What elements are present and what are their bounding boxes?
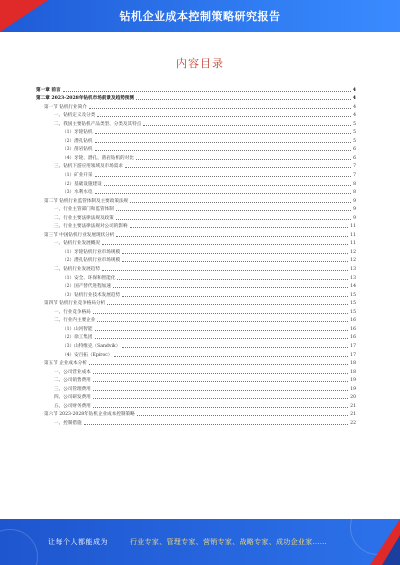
toc-entry-label: 一、钻机行业发展概况: [54, 241, 100, 247]
toc-entry-page: 6: [353, 147, 356, 153]
toc-entry-page: 19: [350, 378, 356, 384]
toc-leader-dots: [116, 219, 351, 220]
toc-leader-dots: [125, 167, 351, 168]
toc-entry-label: 第四节 钻机行业竞争格局分析: [44, 301, 106, 307]
toc-entry-label: 二、钻机行业发展趋势: [54, 267, 100, 273]
toc-leader-dots: [89, 364, 348, 365]
toc-entry-page: 21: [350, 412, 356, 418]
toc-leader-dots: [113, 287, 348, 288]
toc-entry[interactable]: [36, 187, 356, 196]
toc-entry-page: 11: [350, 224, 356, 230]
toc-leader-dots: [63, 91, 351, 92]
toc-entry-label: （3）水利水电: [62, 190, 93, 196]
toc-entry-page: 18: [350, 369, 356, 375]
toc-entry-label: 四、公司研发费用: [54, 395, 91, 401]
toc-entry[interactable]: [36, 135, 356, 144]
toc-leader-dots: [116, 210, 351, 211]
toc-leader-dots: [95, 193, 352, 194]
toc-entry-page: 20: [350, 395, 356, 401]
toc-entry-label: （1）牙轮钻机行业市场规模: [62, 249, 121, 255]
toc-entry-label: （2）基础设施建设: [62, 181, 102, 187]
toc-leader-dots: [136, 99, 351, 100]
toc-entry-label: 一、公司营业成本: [54, 369, 91, 375]
toc-leader-dots: [122, 253, 348, 254]
toc-leader-dots: [114, 356, 348, 357]
toc-entry-label: 三、钻机下游应用领域及市场需求: [54, 164, 123, 170]
toc-leader-dots: [102, 244, 348, 245]
toc-leader-dots: [130, 202, 351, 203]
toc-entry-label: 一、行业主管部门和监管体制: [54, 207, 114, 213]
toc-entry[interactable]: [36, 298, 356, 307]
toc-entry-page: 14: [350, 284, 356, 290]
toc-entry-page: 7: [353, 173, 356, 179]
toc-leader-dots: [97, 321, 348, 322]
toc-leader-dots: [116, 236, 348, 237]
toc-entry[interactable]: [36, 110, 356, 119]
toc-entry[interactable]: [36, 349, 356, 358]
toc-entry-page: 15: [350, 309, 356, 315]
toc-entry-page: 8: [353, 181, 356, 187]
toc-leader-dots: [95, 338, 349, 339]
toc-entry-page: 16: [350, 326, 356, 332]
toc-entry[interactable]: [36, 178, 356, 187]
toc-entry[interactable]: [36, 204, 356, 213]
toc-entry[interactable]: [36, 93, 356, 102]
toc-leader-dots: [95, 176, 352, 177]
toc-entry-page: 13: [350, 275, 356, 281]
toc-entry-label: （4）安百拓（Epiroc）: [62, 352, 113, 358]
toc-entry-page: 12: [350, 258, 356, 264]
toc-entry[interactable]: [36, 169, 356, 178]
toc-entry-label: 第二节 钻机行业监管体制及主要政策法规: [44, 198, 129, 204]
toc-entry-label: 三、公司管理费用: [54, 386, 91, 392]
toc-entry-label: （2）潜孔钻机: [62, 138, 93, 144]
toc-entry-label: 第三节 中国钻机行业发展现状分析: [44, 232, 115, 238]
toc-leader-dots: [95, 142, 352, 143]
toc-leader-dots: [89, 108, 351, 109]
toc-entry-label: 第六节 2023-2028年钻机企业成本控制策略: [44, 412, 135, 418]
toc-entry[interactable]: [36, 417, 356, 426]
toc-entry[interactable]: [36, 409, 356, 418]
toc-entry-label: （2）徐工集团: [62, 335, 93, 341]
toc-entry-page: 18: [350, 361, 356, 367]
toc-entry-page: 15: [350, 292, 356, 298]
toc-leader-dots: [102, 270, 348, 271]
document-title: 钻机企业成本控制策略研究报告: [119, 10, 281, 23]
toc-entry[interactable]: [36, 306, 356, 315]
toc-entry-page: 8: [353, 190, 356, 196]
toc-entry-label: 二、我国主要钻机产品类型、分类及其特点: [54, 121, 142, 127]
toc-entry-page: 9: [353, 207, 356, 213]
toc-entry[interactable]: [36, 221, 356, 230]
toc-entry-page: 15: [350, 301, 356, 307]
toc-entry-label: 二、行业内主要企业: [54, 318, 96, 324]
toc-entry[interactable]: [36, 400, 356, 409]
toc-entry-page: 5: [353, 138, 356, 144]
toc-entry-label: （1）牙轮钻机: [62, 130, 93, 136]
toc-entry[interactable]: [36, 212, 356, 221]
toc-entry-label: 第一章 前言: [36, 87, 61, 93]
toc-entry-page: 9: [353, 215, 356, 221]
toc-leader-dots: [137, 415, 348, 416]
toc-entry-page: 21: [350, 403, 356, 409]
toc-entry-page: 11: [350, 232, 356, 238]
toc-entry-page: 5: [353, 121, 356, 127]
toc-entry[interactable]: [36, 161, 356, 170]
footer-slogan-highlight: 行业专家、管理专家、营销专家、战略专家、成功企业家……: [130, 538, 328, 546]
footer-blue-accent: [382, 535, 400, 565]
toc-entry-label: （1）矿业开采: [62, 173, 93, 179]
toc-entry-label: 第一节 钻机行业简介: [44, 104, 87, 110]
toc-entry-page: 11: [350, 241, 356, 247]
toc-entry-page: 17: [350, 343, 356, 349]
toc-entry[interactable]: [36, 118, 356, 127]
toc-leader-dots: [95, 133, 352, 134]
toc-leader-dots: [104, 185, 351, 186]
toc-entry-label: 一、行业竞争格局: [54, 309, 91, 315]
toc-entry[interactable]: [36, 229, 356, 238]
toc-leader-dots: [122, 347, 348, 348]
toc-leader-dots: [95, 150, 352, 151]
toc-entry[interactable]: [36, 375, 356, 384]
toc-entry-label: 一、控制措施: [54, 420, 82, 426]
toc-entry-page: 4: [353, 104, 356, 110]
toc-entry[interactable]: [36, 281, 356, 290]
toc-entry-label: 二、行业主要法律法规及政策: [54, 215, 114, 221]
toc-entry[interactable]: [36, 358, 356, 367]
toc-entry[interactable]: [36, 323, 356, 332]
toc-leader-dots: [93, 398, 348, 399]
toc-entry[interactable]: [36, 127, 356, 136]
toc-leader-dots: [107, 304, 348, 305]
toc-entry-label: （4）牙轮、潜孔、凿岩钻机的对比: [62, 155, 134, 161]
footer-decoration-circle: [0, 529, 38, 565]
toc-entry-label: （2）潜孔钻机行业市场规模: [62, 258, 121, 264]
toc-leader-dots: [143, 125, 351, 126]
toc-leader-dots: [95, 330, 349, 331]
toc-entry[interactable]: [36, 272, 356, 281]
footer-slogan: 让每个人都能成为: [48, 538, 108, 546]
toc-entry[interactable]: [36, 255, 356, 264]
toc-entry[interactable]: [36, 263, 356, 272]
toc-entry[interactable]: [36, 392, 356, 401]
toc-entry-label: （1）安全、环保和智能化: [62, 275, 116, 281]
toc-leader-dots: [117, 279, 348, 280]
toc-entry-label: （3）山特维克（Sandvik）: [62, 343, 121, 349]
toc-entry-label: 第二章 2023-2028年钻机市场前景及趋势预测: [36, 96, 134, 102]
table-of-contents: [36, 84, 356, 426]
toc-entry-page: 5: [353, 130, 356, 136]
toc-entry-label: （1）山河智能: [62, 326, 93, 332]
toc-entry-label: 第五节 企业成本分析: [44, 361, 87, 367]
toc-entry-label: 二、公司销售费用: [54, 378, 91, 384]
toc-leader-dots: [136, 159, 351, 160]
toc-entry[interactable]: [36, 332, 356, 341]
toc-entry[interactable]: [36, 152, 356, 161]
toc-leader-dots: [93, 373, 348, 374]
toc-leader-dots: [122, 261, 348, 262]
toc-entry[interactable]: [36, 315, 356, 324]
toc-entry-label: （3）钻机行业技术发展趋势: [62, 292, 121, 298]
toc-entry-label: （2）国产替代进程加速: [62, 284, 111, 290]
toc-entry[interactable]: [36, 340, 356, 349]
toc-entry-page: 4: [352, 87, 356, 93]
toc-entry-page: 9: [353, 198, 356, 204]
toc-entry-page: 6: [353, 155, 356, 161]
toc-entry-page: 4: [353, 113, 356, 119]
toc-leader-dots: [93, 381, 348, 382]
toc-leader-dots: [93, 313, 348, 314]
toc-entry[interactable]: [36, 246, 356, 255]
toc-entry-page: 13: [350, 267, 356, 273]
toc-entry-label: 三、行业主要法律法规对公司的影响: [54, 224, 128, 230]
toc-entry[interactable]: [36, 195, 356, 204]
toc-entry[interactable]: [36, 84, 356, 93]
toc-leader-dots: [93, 390, 348, 391]
toc-entry[interactable]: [36, 101, 356, 110]
toc-entry-page: 4: [352, 96, 356, 102]
toc-entry-page: 16: [350, 335, 356, 341]
header-banner: [0, 0, 400, 32]
toc-entry[interactable]: [36, 238, 356, 247]
toc-leader-dots: [122, 296, 348, 297]
toc-entry[interactable]: [36, 289, 356, 298]
footer-banner: [0, 519, 400, 565]
toc-leader-dots: [97, 116, 351, 117]
toc-entry[interactable]: [36, 144, 356, 153]
toc-entry-page: 17: [350, 352, 356, 358]
toc-entry[interactable]: [36, 366, 356, 375]
toc-entry-page: 19: [350, 386, 356, 392]
toc-heading: 内容目录: [176, 57, 224, 70]
toc-entry[interactable]: [36, 383, 356, 392]
toc-leader-dots: [93, 407, 348, 408]
toc-entry-page: 12: [350, 249, 356, 255]
toc-entry-label: 一、钻机定义及分类: [54, 113, 96, 119]
toc-entry-page: 7: [353, 164, 356, 170]
toc-entry-label: （3）凿岩钻机: [62, 147, 93, 153]
toc-leader-dots: [130, 227, 349, 228]
toc-entry-page: 16: [350, 318, 356, 324]
toc-leader-dots: [84, 424, 349, 425]
toc-entry-label: 五、公司财务费用: [54, 403, 91, 409]
toc-entry-page: 22: [350, 420, 356, 426]
